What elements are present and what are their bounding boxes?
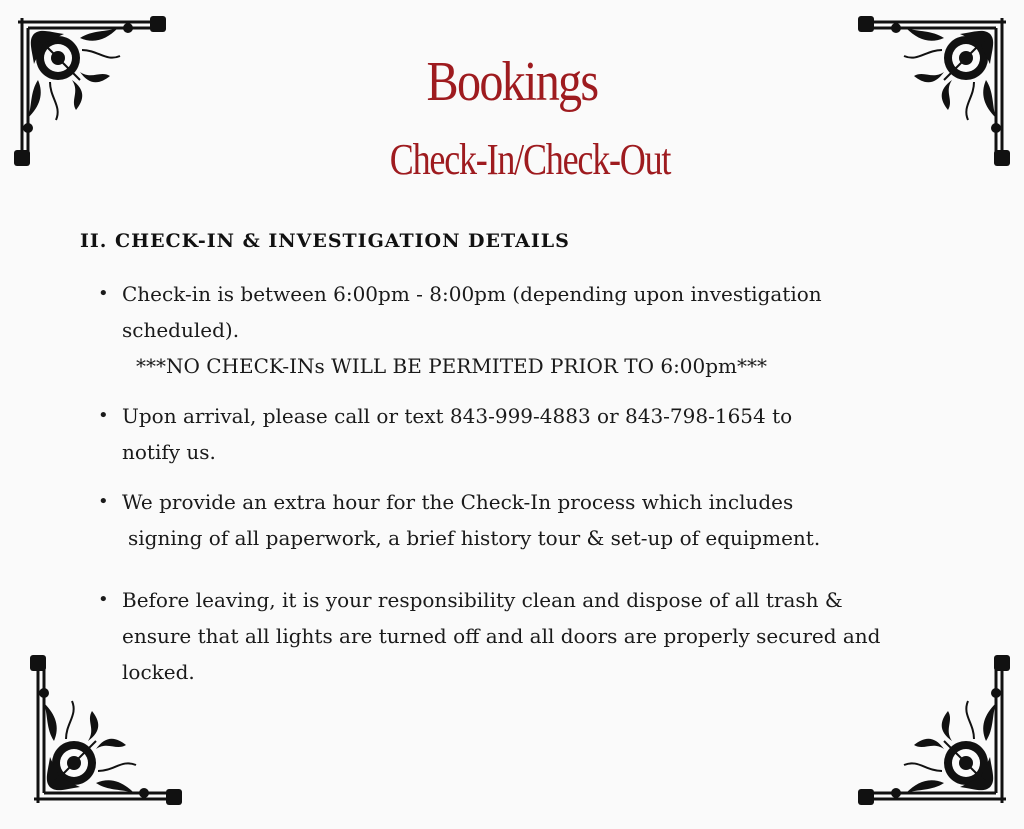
list-item-text: scheduled). [122, 318, 240, 342]
page-subtitle: Check-In/Check-Out [389, 135, 671, 184]
bullet-icon: • [98, 491, 109, 512]
page-title: Bookings [426, 51, 598, 113]
bullet-icon: • [98, 405, 109, 426]
check-in-warning: ***NO CHECK-INs WILL BE PERMITED PRIOR TO 6:00pm*** [136, 354, 768, 378]
list-item-text: Before leaving, it is your responsibility clean and dispose of all trash & [122, 588, 843, 612]
list-item-extra-hour [96, 484, 976, 556]
list-item-text: notify us. [122, 440, 216, 464]
list-item-text: Upon arrival, please call or text 843-999-4883 or 843-798-1654 to [122, 404, 793, 428]
details-list [96, 276, 976, 690]
list-item-text: We provide an extra hour for the Check-In process which includes [122, 490, 794, 514]
list-item-text: signing of all paperwork, a brief history tour & set-up of equipment. [128, 526, 821, 550]
section-heading: II. CHECK-IN & INVESTIGATION DETAILS [80, 230, 570, 252]
list-item-arrival [96, 398, 976, 470]
bullet-icon: • [98, 283, 109, 304]
bullet-icon: • [98, 589, 109, 610]
list-item-check-in-time [96, 276, 976, 384]
list-item-text: ensure that all lights are turned off and all doors are properly secured and [122, 624, 881, 648]
list-item-text: locked. [122, 660, 195, 684]
list-item-text: Check-in is between 6:00pm - 8:00pm (depending upon investigation [122, 282, 822, 306]
list-item-before-leaving [96, 582, 976, 690]
